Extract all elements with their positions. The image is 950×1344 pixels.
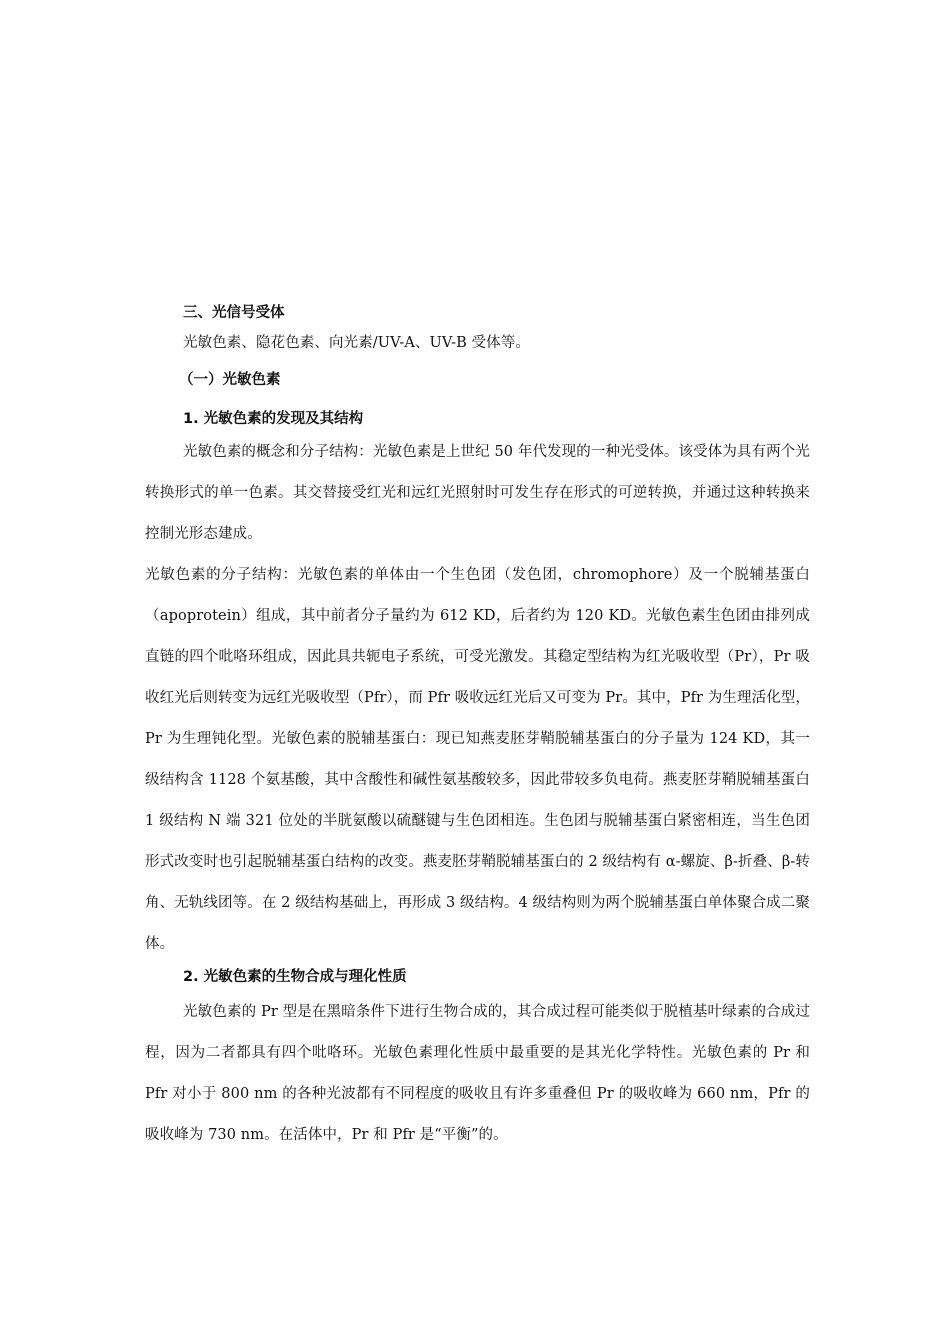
structure-paragraph: 光敏色素的分子结构：光敏色素的单体由一个生色团（发色团，chromophore）及一个脱辅基蛋白（apoprotein）组成，其中前者分子量约为 612 KD，后者约为 120 KD。光敏色素生色团由排列成直链的四个吡咯环组成，因此具共轭电子系统，可受光激发。其稳定型结构为红光吸收型（Pr），Pr 吸收红光后则转变为远红光吸收型（Pfr），而 Pfr 吸收远红光后又可变为 Pr。其中，Pfr 为生理活化型，Pr 为生理钝化型。光敏色素的脱辅基蛋白：现已知燕麦胚芽鞘脱辅基蛋白的分子量为 124 KD，其一级结构含 1128 个氨基酸，其中含酸性和碱性氨基酸较多，因此带较多负电荷。燕麦胚芽鞘脱辅基蛋白 1 级结构 N 端 321 位处的半胱氨酸以硫醚键与生色团相连。生色团与脱辅基蛋白紧密相连，当生色团形式改变时也引起脱辅基蛋白结构的改变。燕麦胚芽鞘脱辅基蛋白的 2 级结构有 α-螺旋、β-折叠、β-转角、无轨线团等。在 2 级结构基础上，再形成 3 级结构。4 级结构则为两个脱辅基蛋白单体聚合成二聚体。 bbox=[145, 567, 810, 952]
synthesis-paragraph: 光敏色素的 Pr 型是在黑暗条件下进行生物合成的，其合成过程可能类似于脱植基叶绿素的合成过程，因为二者都具有四个吡咯环。光敏色素理化性质中最重要的是其光化学特性。光敏色素的 Pr 和 Pfr 对小于 800 nm 的各种光波都有不同程度的吸收且有许多重叠但 Pr 的吸收峰为 660 nm，Pfr 的吸收峰为 730 nm。在活体中，Pr 和 Pfr 是“平衡”的。 bbox=[145, 1004, 810, 1143]
intro-paragraph: 光敏色素、隐花色素、向光素/UV-A、UV-B 受体等。 bbox=[183, 335, 530, 351]
section-title: 三、光信号受体 bbox=[183, 305, 285, 321]
item-1-title: 1. 光敏色素的发现及其结构 bbox=[183, 411, 364, 427]
item-2-title: 2. 光敏色素的生物合成与理化性质 bbox=[183, 969, 407, 985]
subsection-title: （一）光敏色素 bbox=[179, 372, 281, 388]
document-body bbox=[145, 302, 810, 1156]
concept-paragraph: 光敏色素的概念和分子结构：光敏色素是上世纪 50 年代发现的一种光受体。该受体为具有两个光转换形式的单一色素。其交替接受红光和远红光照射时可发生存在形式的可逆转换，并通过这种转换来控制光形态建成。 bbox=[145, 444, 810, 542]
